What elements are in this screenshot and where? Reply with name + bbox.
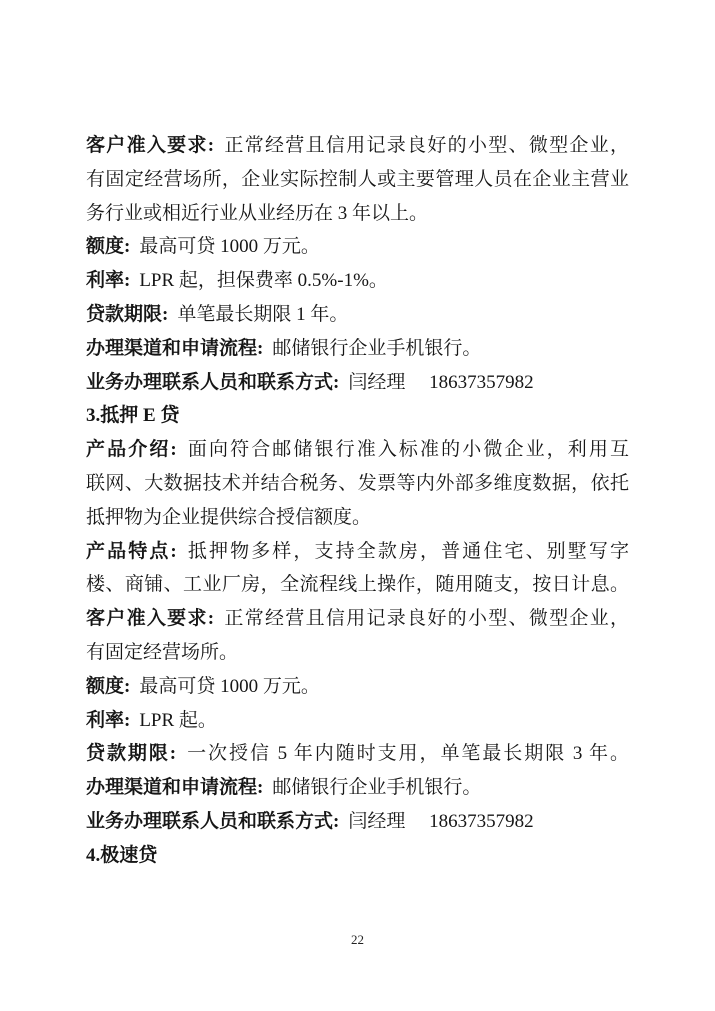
text-line	[86, 230, 629, 264]
line-text: 最高可贷 1000 万元。	[139, 236, 320, 258]
text-line	[86, 704, 629, 738]
line-text: LPR 起。	[139, 709, 217, 731]
line-label: 贷款期限:	[86, 303, 169, 325]
text-line	[86, 399, 629, 433]
line-text: 最高可贷 1000 万元。	[139, 675, 320, 697]
text-line	[86, 298, 629, 332]
text-line	[86, 433, 629, 467]
text-line	[86, 366, 629, 400]
line-text: 闫经理 18637357982	[348, 810, 534, 832]
text-line	[86, 535, 629, 569]
line-label: 利率:	[86, 709, 131, 731]
page-footer	[0, 931, 715, 949]
text-line	[86, 771, 629, 805]
text-line	[86, 737, 629, 771]
line-text: 一次授信 5 年内随时支用，单笔最长期限 3 年。	[185, 743, 629, 765]
line-text: 正常经营且信用记录良好的小型、微型企业，	[223, 608, 630, 630]
text-line	[86, 467, 629, 501]
line-text: 有固定经营场所。	[86, 641, 239, 663]
line-text: LPR 起，担保费率 0.5%-1%。	[139, 270, 388, 292]
line-text: 抵押物为企业提供综合授信额度。	[86, 506, 372, 528]
text-line	[86, 501, 629, 535]
line-text: 邮储银行企业手机银行。	[272, 777, 482, 799]
line-label: 办理渠道和申请流程:	[86, 337, 264, 359]
line-text: 楼、商铺、工业厂房，全流程线上操作，随用随支，按日计息。	[86, 574, 629, 596]
text-line	[86, 163, 629, 197]
text-line	[86, 636, 629, 670]
page-number: 22	[351, 932, 364, 947]
text-line	[86, 197, 629, 231]
text-line	[86, 568, 629, 602]
line-label: 客户准入要求:	[86, 135, 215, 156]
line-text: 联网、大数据技术并结合税务、发票等内外部多维度数据，依托	[86, 472, 629, 494]
line-text: 务行业或相近行业从业经历在 3 年以上。	[86, 202, 429, 224]
line-label: 额度:	[86, 236, 131, 258]
line-label: 3.抵押 E 贷	[86, 405, 180, 427]
text-line	[86, 332, 629, 366]
line-text: 单笔最长期限 1 年。	[177, 303, 349, 325]
document-body	[86, 129, 629, 873]
line-label: 产品特点:	[86, 540, 177, 562]
line-text: 抵押物多样，支持全款房，普通住宅、别墅写字	[185, 540, 629, 562]
text-line	[86, 839, 629, 873]
line-label: 客户准入要求:	[86, 608, 215, 630]
text-line	[86, 670, 629, 704]
text-line	[86, 602, 629, 636]
line-label: 贷款期限:	[86, 743, 177, 765]
line-label: 产品介绍:	[86, 439, 177, 461]
line-label: 额度:	[86, 675, 131, 697]
line-text: 有固定经营场所，企业实际控制人或主要管理人员在企业主营业	[86, 168, 629, 190]
line-label: 业务办理联系人员和联系方式:	[86, 371, 340, 393]
line-label: 利率:	[86, 270, 131, 292]
line-text: 闫经理 18637357982	[348, 371, 534, 393]
line-label: 4.极速贷	[86, 844, 158, 866]
line-label: 办理渠道和申请流程:	[86, 777, 264, 799]
text-line	[86, 129, 629, 163]
line-text: 面向符合邮储银行准入标准的小微企业，利用互	[185, 439, 629, 461]
text-line	[86, 805, 629, 839]
line-text: 正常经营且信用记录良好的小型、微型企业，	[223, 135, 630, 156]
line-text: 邮储银行企业手机银行。	[272, 337, 482, 359]
text-line	[86, 264, 629, 298]
line-label: 业务办理联系人员和联系方式:	[86, 810, 340, 832]
